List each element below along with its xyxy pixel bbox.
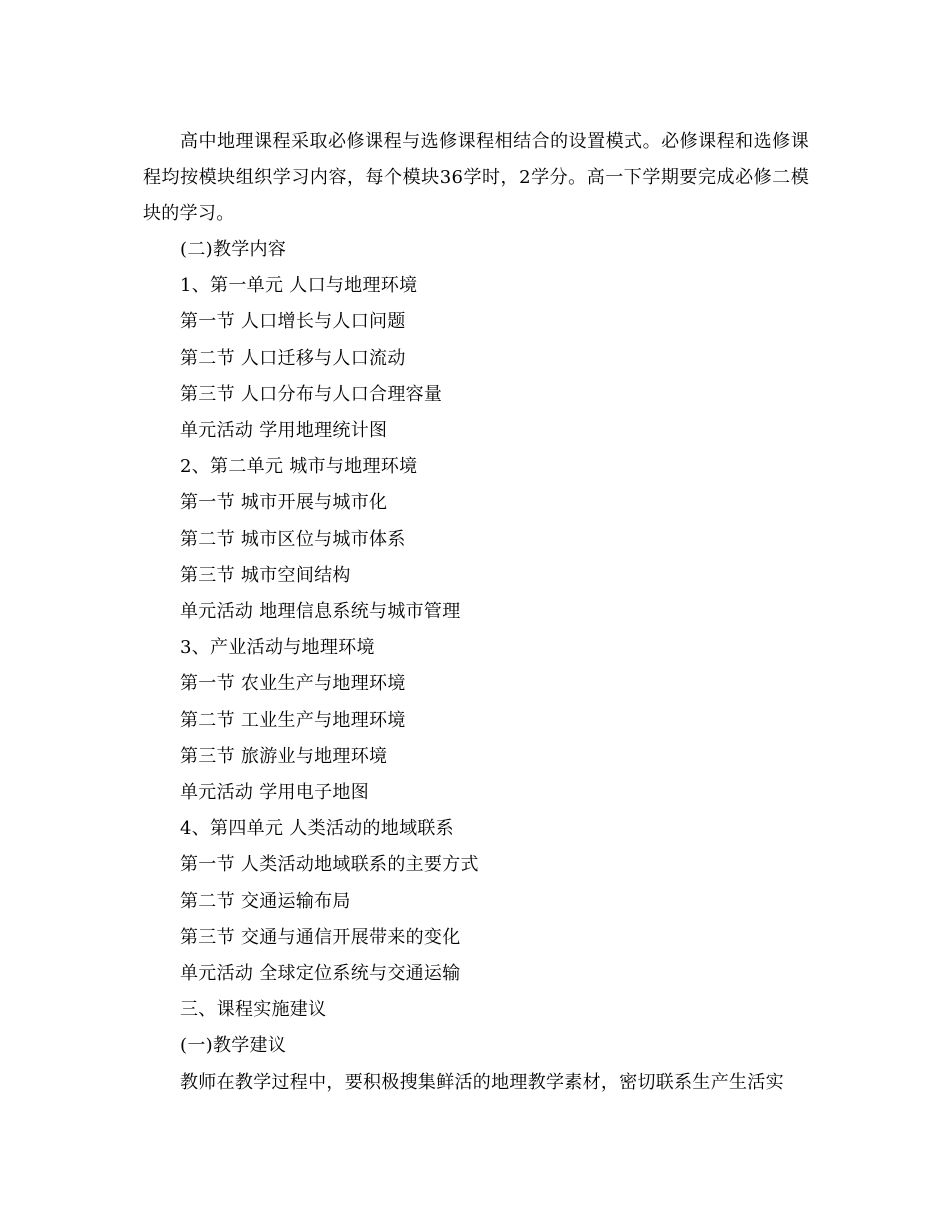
outline-line: 单元活动 全球定位系统与交通运输	[180, 963, 461, 985]
outline-line: 第一节 人类活动地域联系的主要方式	[180, 854, 479, 876]
outline-line: 2、第二单元 城市与地理环境	[180, 456, 418, 478]
outline-line: 4、第四单元 人类活动的地域联系	[180, 818, 454, 840]
outline-line: 单元活动 学用地理统计图	[180, 420, 388, 442]
outline-line: 单元活动 地理信息系统与城市管理	[180, 601, 461, 623]
intro-paragraph: 高中地理课程采取必修课程与选修课程相结合的设置模式。必修课程和选修课程均按模块组织学习内容，每个模块36学时，2学分。高一下学期要完成必修二模块的学习。	[143, 131, 809, 224]
outline-line: 第一节 农业生产与地理环境	[180, 673, 406, 695]
document-body	[143, 124, 809, 1101]
outline-list	[143, 232, 809, 1065]
outline-line: 1、第一单元 人口与地理环境	[180, 275, 418, 297]
outline-line: 第二节 人口迁移与人口流动	[180, 347, 406, 369]
closing-paragraph: 教师在教学过程中，要积极搜集鲜活的地理教学素材，密切联系生产生活实	[180, 1071, 784, 1093]
outline-line: 第一节 城市开展与城市化	[180, 492, 388, 514]
outline-line: 单元活动 学用电子地图	[180, 782, 370, 804]
outline-line: 第一节 人口增长与人口问题	[180, 311, 406, 333]
outline-line: 第三节 交通与通信开展带来的变化	[180, 926, 461, 948]
outline-line: (二)教学内容	[180, 239, 287, 260]
outline-line: 第三节 城市空间结构	[180, 564, 351, 586]
outline-line: (一)教学建议	[180, 1035, 287, 1057]
outline-line: 三、课程实施建议	[180, 999, 327, 1021]
outline-line: 第三节 人口分布与人口合理容量	[180, 383, 443, 405]
outline-line: 第二节 工业生产与地理环境	[180, 709, 406, 731]
outline-line: 第二节 交通运输布局	[180, 890, 351, 912]
outline-line: 3、产业活动与地理环境	[180, 637, 375, 659]
outline-line: 第三节 旅游业与地理环境	[180, 745, 388, 767]
outline-line: 第二节 城市区位与城市体系	[180, 528, 406, 550]
